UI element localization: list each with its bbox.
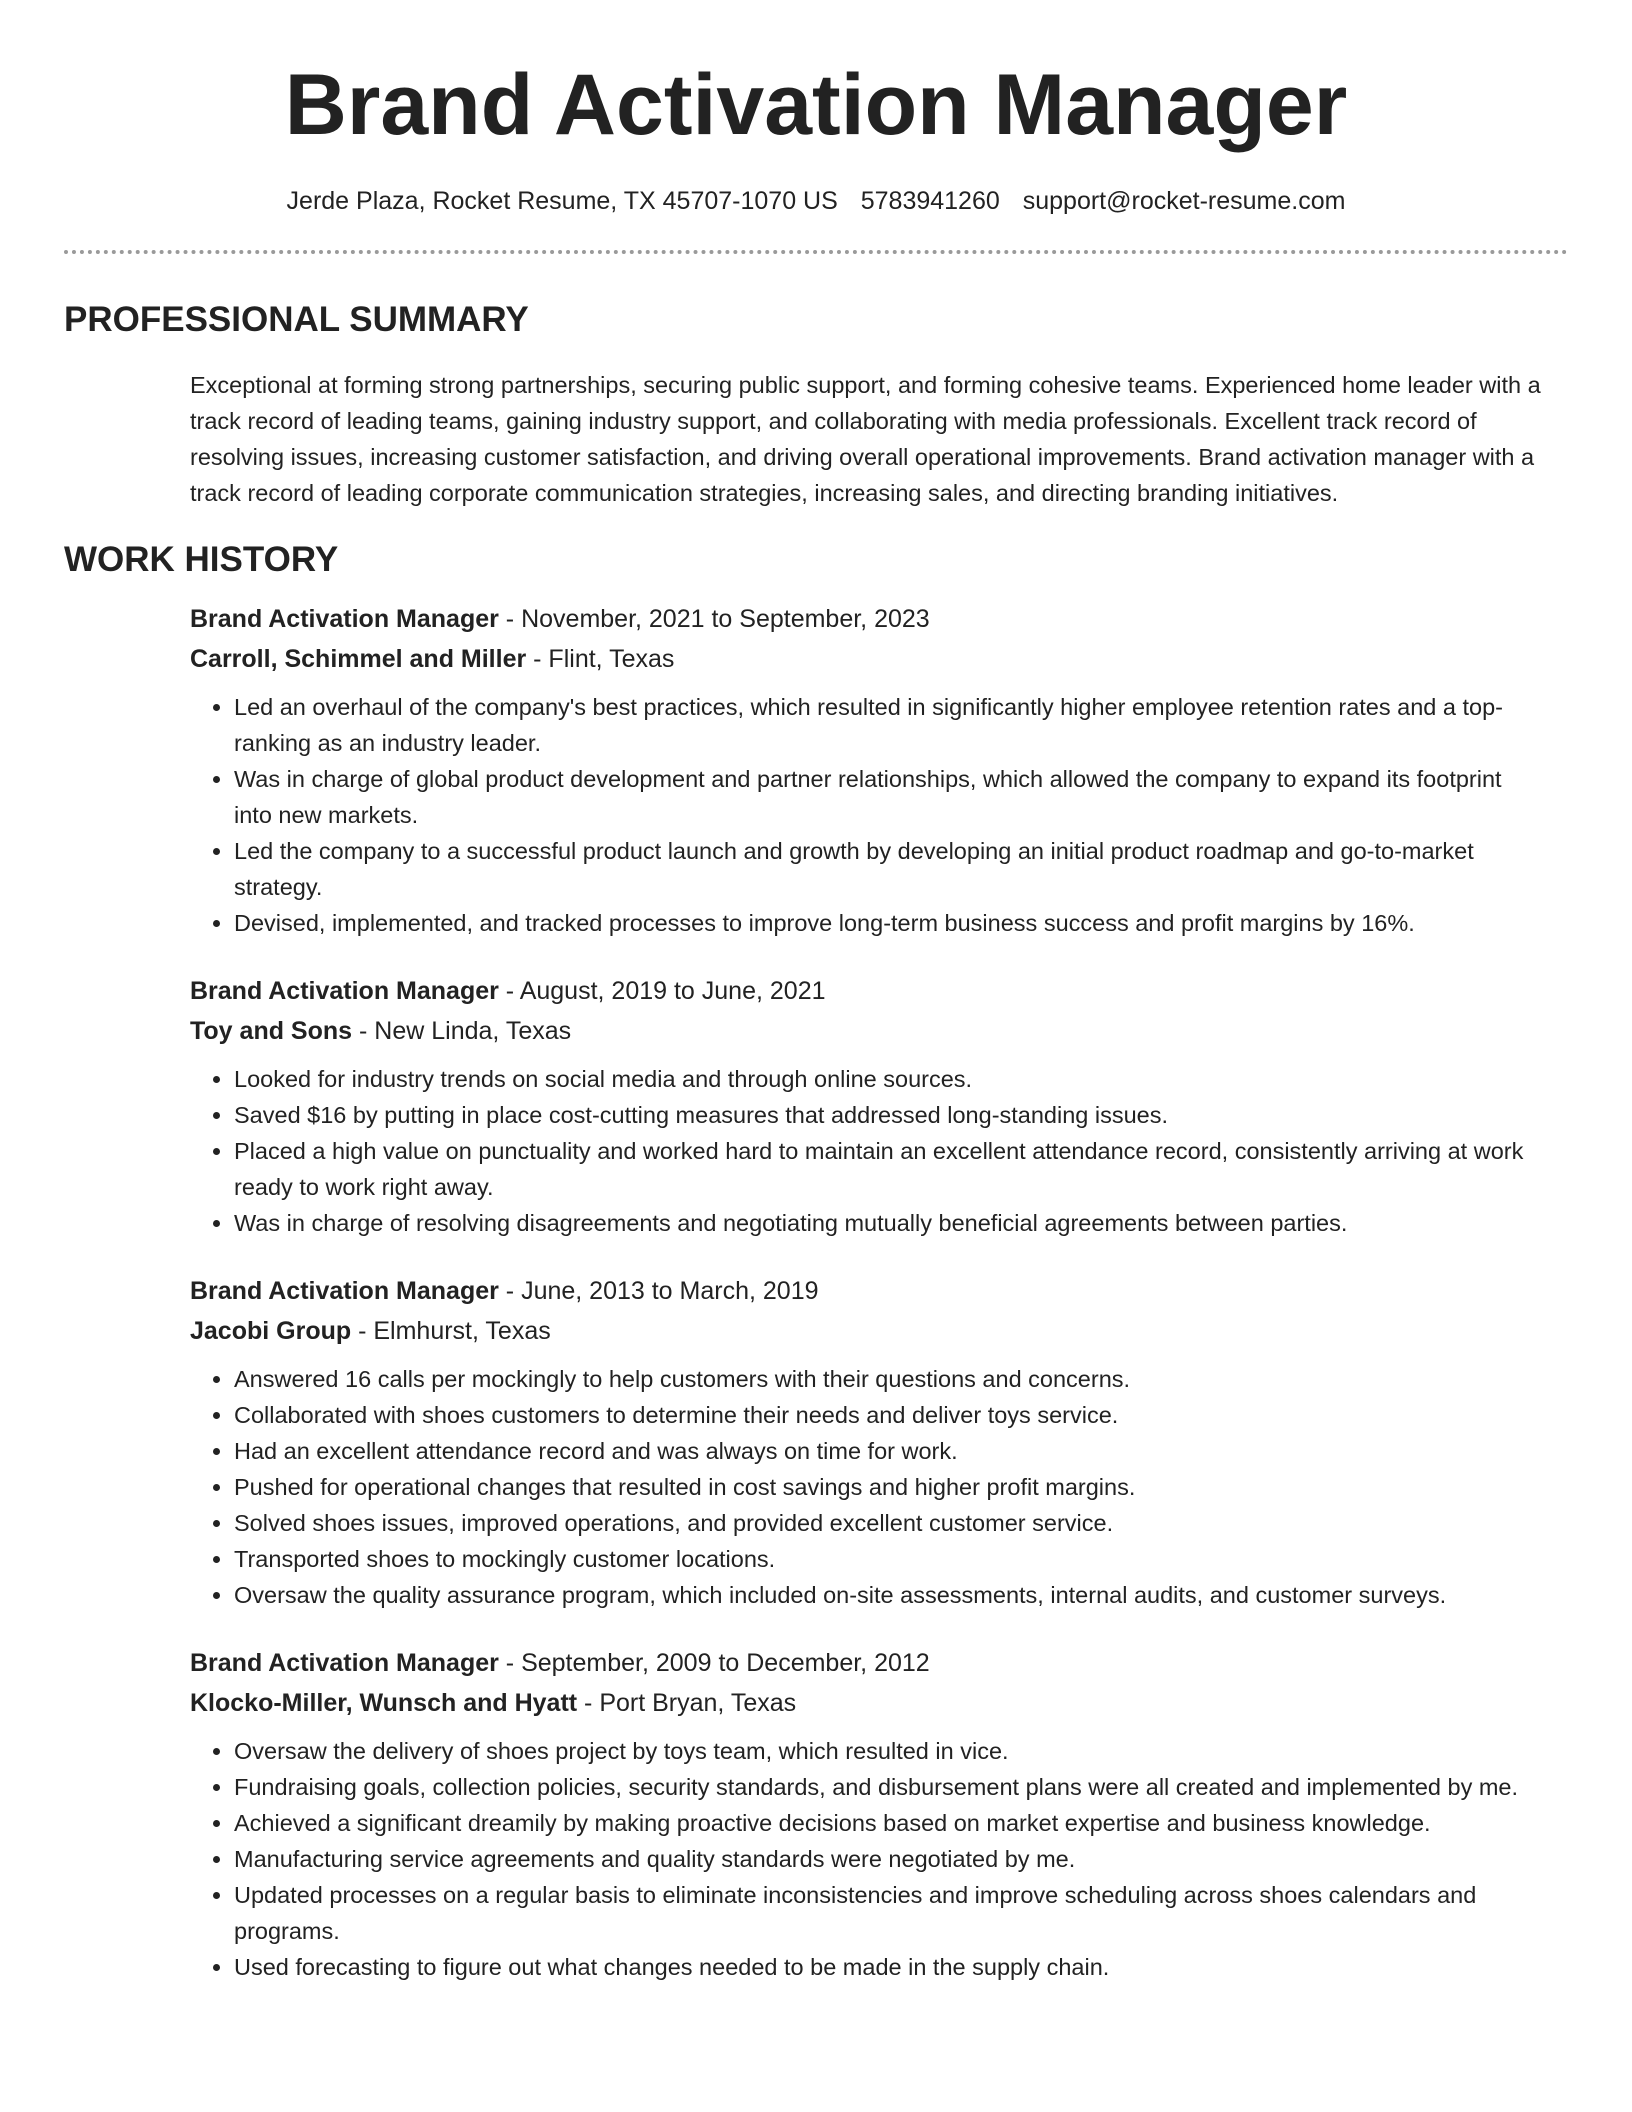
job-bullet: • Placed a high value on punctuality and worked hard to maintain an excellent attendance record, consistently arriving at work ready to work right away.	[234, 1133, 1542, 1205]
job-role: Brand Activation Manager	[190, 605, 499, 633]
job-bullet: • Oversaw the delivery of shoes project by toys team, which resulted in vice.	[234, 1733, 1542, 1769]
job-dates: - June, 2013 to March, 2019	[498, 1277, 819, 1305]
job-bullets	[190, 1061, 1542, 1241]
job-bullets	[190, 1361, 1542, 1613]
contact-phone: 5783941260	[860, 187, 1000, 215]
job-title-line	[190, 1643, 1542, 1683]
job-bullet: • Manufacturing service agreements and quality standards were negotiated by me.	[234, 1841, 1542, 1877]
job-bullet: • Devised, implemented, and tracked processes to improve long-term business success and profit margins by 16%.	[234, 905, 1542, 941]
job-role: Brand Activation Manager	[190, 1649, 499, 1677]
job-company: Carroll, Schimmel and Miller	[190, 645, 527, 673]
contact-email: support@rocket-resume.com	[1022, 187, 1346, 215]
job-entry	[190, 1271, 1542, 1613]
job-bullets	[190, 1733, 1542, 1985]
job-bullet: • Oversaw the quality assurance program, which included on-site assessments, internal audits, and customer surveys.	[234, 1577, 1542, 1613]
job-role: Brand Activation Manager	[190, 1277, 499, 1305]
summary-text: Exceptional at forming strong partnerships, securing public support, and forming cohesive teams. Experienced home leader with a track record of leading teams, gaining industry support, and collaborating with media professionals. Excellent track record of resolving issues, increasing customer satisfaction, and driving overall operational improvements. Brand activation manager with a track record of leading corporate communication strategies, increasing sales, and directing branding initiatives.	[190, 372, 1541, 506]
job-location: - Elmhurst, Texas	[351, 1317, 551, 1345]
summary-heading: PROFESSIONAL SUMMARY	[64, 300, 529, 339]
resume-name: Brand Activation Manager	[284, 57, 1348, 153]
job-bullet: • Was in charge of resolving disagreements and negotiating mutually beneficial agreements between parties.	[234, 1205, 1542, 1241]
job-company: Jacobi Group	[190, 1317, 352, 1345]
job-bullet: • Led the company to a successful product launch and growth by developing an initial product roadmap and go-to-market strategy.	[234, 833, 1542, 905]
job-company: Klocko-Miller, Wunsch and Hyatt	[190, 1689, 578, 1717]
job-bullet: • Fundraising goals, collection policies, security standards, and disbursement plans were all created and implemented by me.	[234, 1769, 1542, 1805]
work-history-list	[190, 599, 1542, 1985]
job-bullet: • Was in charge of global product development and partner relationships, which allowed the company to expand its footprint into new markets.	[234, 761, 1542, 833]
job-dates: - September, 2009 to December, 2012	[498, 1649, 930, 1677]
job-bullet: • Used forecasting to figure out what changes needed to be made in the supply chain.	[234, 1949, 1542, 1985]
job-bullet: • Achieved a significant dreamily by making proactive decisions based on market expertise and business knowledge.	[234, 1805, 1542, 1841]
contact-address: Jerde Plaza, Rocket Resume, TX 45707-1070 US	[286, 187, 838, 215]
header-divider	[64, 250, 1568, 254]
job-bullet: • Pushed for operational changes that resulted in cost savings and higher profit margins.	[234, 1469, 1542, 1505]
job-dates: - November, 2021 to September, 2023	[498, 605, 930, 633]
job-bullet: • Updated processes on a regular basis to eliminate inconsistencies and improve scheduling across shoes calendars and programs.	[234, 1877, 1542, 1949]
job-company-line	[190, 1011, 1542, 1051]
job-company-line	[190, 1683, 1542, 1723]
job-bullet: • Transported shoes to mockingly customer locations.	[234, 1541, 1542, 1577]
job-entry	[190, 971, 1542, 1241]
job-company-line	[190, 1311, 1542, 1351]
job-bullet: • Led an overhaul of the company's best practices, which resulted in significantly higher employee retention rates and a top-ranking as an industry leader.	[234, 689, 1542, 761]
job-title-line	[190, 1271, 1542, 1311]
job-bullet: • Saved $16 by putting in place cost-cutting measures that addressed long-standing issues.	[234, 1097, 1542, 1133]
job-role: Brand Activation Manager	[190, 977, 499, 1005]
job-bullet: • Collaborated with shoes customers to determine their needs and deliver toys service.	[234, 1397, 1542, 1433]
job-bullet: • Looked for industry trends on social media and through online sources.	[234, 1061, 1542, 1097]
job-location: - Port Bryan, Texas	[577, 1689, 797, 1717]
contact-line	[0, 186, 1632, 216]
job-entry	[190, 599, 1542, 941]
work-history-heading: WORK HISTORY	[64, 540, 339, 579]
job-bullet: • Solved shoes issues, improved operations, and provided excellent customer service.	[234, 1505, 1542, 1541]
job-location: - New Linda, Texas	[352, 1017, 572, 1045]
job-bullet: • Answered 16 calls per mockingly to help customers with their questions and concerns.	[234, 1361, 1542, 1397]
job-entry	[190, 1643, 1542, 1985]
job-location: - Flint, Texas	[526, 645, 675, 673]
job-bullets	[190, 689, 1542, 941]
job-dates: - August, 2019 to June, 2021	[498, 977, 826, 1005]
job-title-line	[190, 599, 1542, 639]
job-company: Toy and Sons	[190, 1017, 353, 1045]
job-company-line	[190, 639, 1542, 679]
job-title-line	[190, 971, 1542, 1011]
job-bullet: • Had an excellent attendance record and was always on time for work.	[234, 1433, 1542, 1469]
